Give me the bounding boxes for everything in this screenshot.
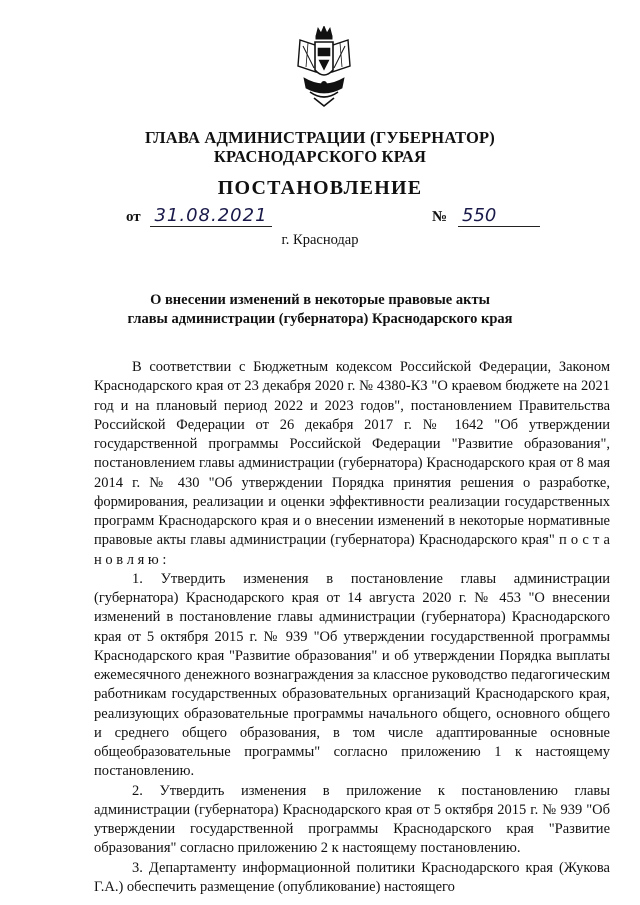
authority-title: ГЛАВА АДМИНИСТРАЦИИ (ГУБЕРНАТОР) — [145, 128, 495, 147]
document-title-line-1: О внесении изменений в некоторые правовые акты — [150, 292, 490, 308]
city: г. Краснодар — [281, 232, 359, 248]
date-label: от — [126, 209, 141, 225]
document-title-line-2: главы администрации (губернатора) Краснодарского края — [127, 311, 513, 327]
document-number: 550 — [458, 205, 540, 227]
item-2-paragraph: 2. Утвердить изменения в приложение к постановлению главы администрации (губернатора) Краснодарского края от 5 октября 2015 г. № 939 "Об утверждении государственной программы Краснодарского края "Развитие образования" согласно приложению 2 к настоящему постановлению. — [94, 782, 610, 857]
item-1-paragraph: 1. Утвердить изменения в постановление главы администрации (губернатора) Краснодарского края от 14 августа 2020 г. № 453 "О внесении изменений в постановление главы администрации (губернатора) Краснодарского края от 5 октября 2015 г. № 939 "Об утверждении государственной программы Краснодарского края "Развитие образования" и об утверждении Порядка выплаты ежемесячного денежного вознаграждения за классное руководство педагогическим работникам государственных образовательных организаций Краснодарского края, реализующих образовательные программы начального общего, основного общего и среднего общего образования, в том числе адаптированные основные общеобразовательные программы" согласно приложению 1 к настоящему постановлению. — [94, 570, 610, 780]
date-number-row — [0, 205, 640, 231]
document-type: ПОСТАНОВЛЕНИЕ — [217, 177, 423, 199]
preamble-paragraph: В соответствии с Бюджетным кодексом Российской Федерации, Законом Краснодарского края от 23 декабря 2020 г. № 4380-КЗ "О краевом бюджете на 2021 год и на плановый период 2022 и 2023 годов", постановлением Правительства Российской Федерации от 26 декабря 2017 г. № 1642 "Об утверждении государственной программы Российской Федерации "Развитие образования", постановлением главы администрации (губернатора) Краснодарского края от 8 мая 2014 г. № 430 "Об утверждении Порядка принятия решения о разработке, формирования, реализации и оценки эффективности реализации государственных программ Краснодарского края и о внесении изменений в некоторые нормативные правовые акты главы администрации (губернатора) Краснодарского края" п о с т а н о в л я ю : — [94, 359, 610, 568]
document-date: 31.08.2021 — [150, 205, 272, 227]
document-body — [94, 358, 610, 897]
number-label: № — [432, 209, 448, 225]
item-3-paragraph: 3. Департаменту информационной политики Краснодарского края (Жукова Г.А.) обеспечить размещение (опубликование) настоящего — [94, 859, 610, 895]
authority-region: КРАСНОДАРСКОГО КРАЯ — [213, 147, 427, 166]
coat-of-arms-icon — [294, 26, 354, 110]
